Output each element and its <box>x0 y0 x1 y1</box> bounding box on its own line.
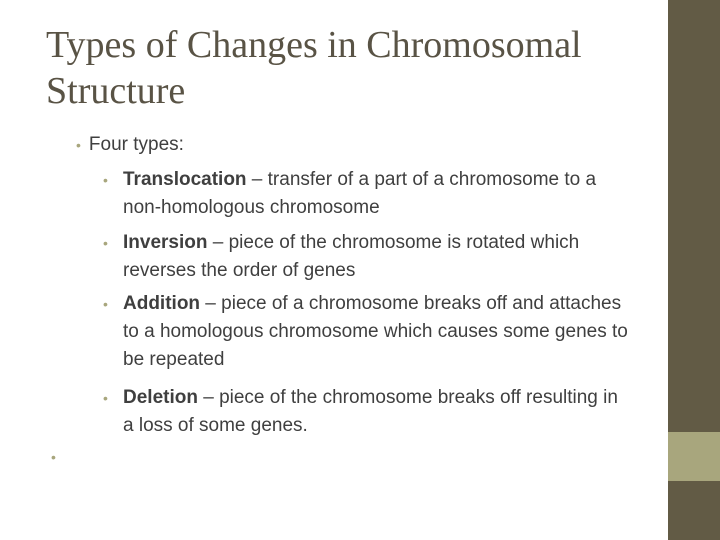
bullet-dot-icon: • <box>103 296 108 312</box>
bullet-dot-icon: • <box>103 172 108 188</box>
bullet-dot-icon: • <box>51 449 56 465</box>
term-addition: Addition <box>123 293 201 314</box>
bullet-dot-icon: • <box>76 137 81 153</box>
bullet-inversion <box>103 229 633 285</box>
bullet-text <box>123 290 633 374</box>
empty-bullet <box>51 444 64 470</box>
intro-text: Four types: <box>88 134 184 155</box>
term-inversion: Inversion <box>123 232 208 253</box>
bullet-deletion <box>103 384 633 440</box>
bullet-text <box>123 229 633 285</box>
desc-translocation: – transfer of a part of a chromosome to a non-homologous chromosome <box>123 169 597 218</box>
desc-addition: – piece of a chromosome breaks off and attaches to a homologous chromosome which causes some genes to be repeated <box>123 293 628 370</box>
bullet-intro <box>76 132 184 158</box>
bullet-text <box>123 384 633 440</box>
term-translocation: Translocation <box>123 169 247 190</box>
slide-title: Types of Changes in Chromosomal Structure <box>46 24 582 112</box>
desc-inversion: – piece of the chromosome is rotated which reverses the order of genes <box>123 232 580 281</box>
desc-deletion: – piece of the chromosome breaks off resulting in a loss of some genes. <box>123 387 618 436</box>
bullet-translocation <box>103 166 633 222</box>
bullet-dot-icon: • <box>103 235 108 251</box>
term-deletion: Deletion <box>123 387 198 408</box>
side-accent-block <box>668 432 720 481</box>
bullet-text <box>123 166 633 222</box>
bullet-addition <box>103 290 633 374</box>
bullet-dot-icon: • <box>103 390 108 406</box>
